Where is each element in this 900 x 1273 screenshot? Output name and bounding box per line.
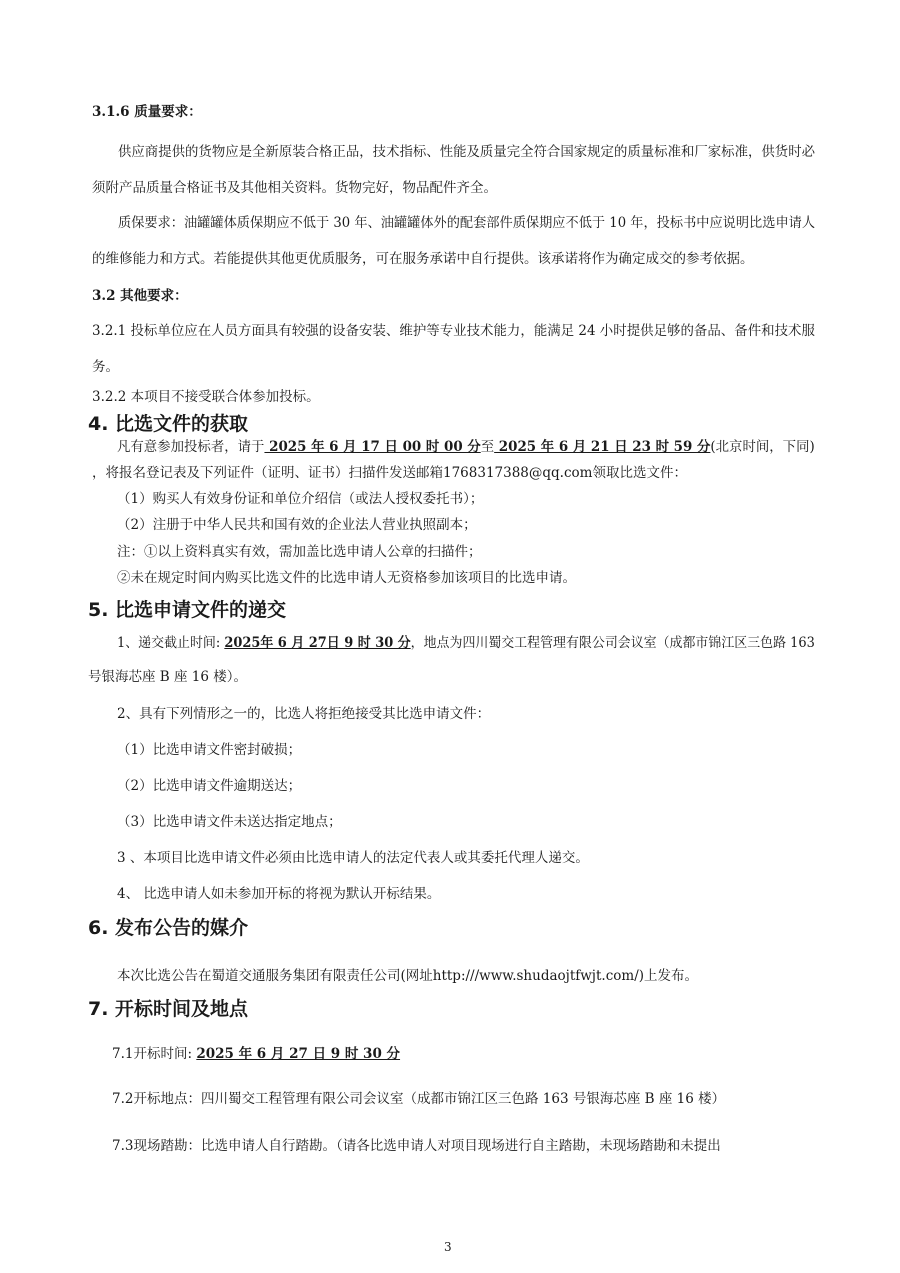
rejection-item-2: （2）比选申请文件逾期送达； [117, 778, 302, 794]
publication-media-line: 本次比选公告在蜀道交通服务集团有限责任公司(网址http:///www.shudaojtfwjt.com/)上发布。 [117, 968, 699, 984]
acquisition-start-date: 2025 年 6 月 17 日 00 时 00 分 [264, 439, 481, 455]
site-survey-line: 7.3现场踏勘：比选申请人自行踏勘。（请各比选申请人对项目现场进行自主踏勘，未现场踏勘和未提出 [112, 1138, 721, 1154]
submission-deadline-date: 2025年 6 月 27日 9 时 30 分 [224, 635, 411, 651]
section-5-heading: 5. 比选申请文件的递交 [88, 599, 287, 621]
acquisition-email-line: ，将报名登记表及下列证件（证明、证书）扫描件发送邮箱1768317388@qq.com领取比选文件： [92, 465, 687, 481]
acquisition-period-suffix: (北京时间，下同) [710, 439, 815, 455]
section-6-heading: 6. 发布公告的媒介 [88, 917, 249, 939]
submission-rule-4: 4、 比选申请人如未参加开标的将视为默认开标结果。 [117, 886, 441, 902]
submission-deadline-prefix: 1、递交截止时间: [117, 635, 225, 651]
section-3-2-title: 3.2 其他要求： [92, 288, 188, 304]
acquisition-note-1: 注：①以上资料真实有效，需加盖比选申请人公章的扫描件； [117, 544, 482, 560]
acquisition-item-1: （1）购买人有效身份证和单位介绍信（或法人授权委托书）； [117, 491, 484, 507]
requirement-3-2-1-line-2: 务。 [92, 359, 119, 375]
acquisition-note-2: ②未在规定时间内购买比选文件的比选申请人无资格参加该项目的比选申请。 [117, 570, 576, 586]
submission-rule-3: 3 、本项目比选申请文件必须由比选申请人的法定代表人或其委托代理人递交。 [117, 850, 589, 866]
page-number: 3 [444, 1240, 452, 1254]
warranty-paragraph-line-1: 质保要求：油罐罐体质保期应不低于 30 年、油罐罐体外的配套部件质保期应不低于 10 年，投标书中应说明比选申请人 [118, 215, 816, 231]
section-4-heading: 4. 比选文件的获取 [88, 413, 249, 435]
submission-location-line-2: 号银海芯座 B 座 16 楼）。 [88, 669, 248, 685]
acquisition-period-line [117, 438, 815, 456]
acquisition-item-2: （2）注册于中华人民共和国有效的企业法人营业执照副本； [117, 517, 477, 533]
section-3-1-6-title: 3.1.6 质量要求： [92, 104, 202, 120]
opening-location-line: 7.2开标地点：四川蜀交工程管理有限公司会议室（成都市锦江区三色路 163 号银海芯座 B 座 16 楼） [112, 1091, 726, 1107]
rejection-item-3: （3）比选申请文件未送达指定地点； [117, 814, 342, 830]
requirement-3-2-1-line-1: 3.2.1 投标单位应在人员方面具有较强的设备安装、维护等专业技术能力，能满足 24 小时提供足够的备品、备件和技术服 [92, 323, 815, 339]
acquisition-period-prefix: 凡有意参加投标者，请于 [117, 439, 265, 455]
submission-location: ，地点为四川蜀交工程管理有限公司会议室（成都市锦江区三色路 163 [410, 635, 815, 651]
quality-paragraph-line-2: 须附产品质量合格证书及其他相关资料。货物完好，物品配件齐全。 [92, 180, 497, 196]
requirement-3-2-2: 3.2.2 本项目不接受联合体参加投标。 [92, 389, 320, 405]
opening-time-date: 2025 年 6 月 27 日 9 时 30 分 [196, 1046, 401, 1062]
submission-deadline-line [117, 634, 815, 652]
quality-paragraph-line-1: 供应商提供的货物应是全新原装合格正品，技术指标、性能及质量完全符合国家规定的质量标准和厂家标准，供货时必 [118, 144, 816, 160]
rejection-intro: 2、具有下列情形之一的，比选人将拒绝接受其比选申请文件： [117, 706, 491, 722]
warranty-paragraph-line-2: 的维修能力和方式。若能提供其他更优质服务，可在服务承诺中自行提供。该承诺将作为确定成交的参考依据。 [92, 251, 754, 267]
opening-time-prefix: 7.1开标时间: [112, 1046, 197, 1062]
acquisition-period-connector: 至 [480, 439, 495, 455]
opening-time-line [112, 1045, 400, 1063]
section-7-heading: 7. 开标时间及地点 [88, 998, 249, 1020]
acquisition-end-date: 2025 年 6 月 21 日 23 时 59 分 [494, 439, 711, 455]
rejection-item-1: （1）比选申请文件密封破损； [117, 742, 302, 758]
